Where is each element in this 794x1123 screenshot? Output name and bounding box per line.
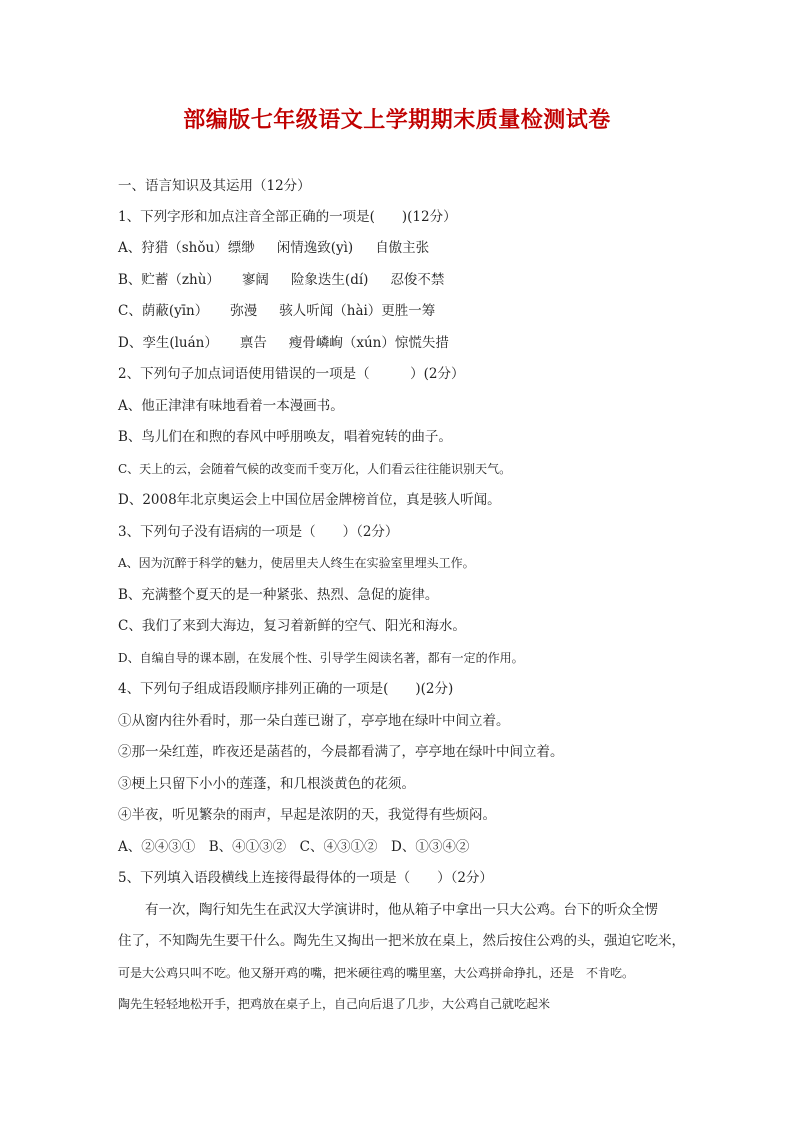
question-1-stem: 1、下列字形和加点注音全部正确的一项是( )(12分） xyxy=(118,209,457,225)
page-title: 部编版七年级语文上学期期末质量检测试卷 xyxy=(183,107,611,133)
question-4-sentence-2: ②那一朵红莲，昨夜还是菡萏的，今晨都看满了，亭亭地在绿叶中间立着。 xyxy=(118,744,564,760)
question-1-option-b: B、贮蓄（zhù） 寥阔 险象迭生(dí) 忍俊不禁 xyxy=(118,272,445,288)
question-3-option-b: B、充满整个夏天的是一种紧张、热烈、急促的旋律。 xyxy=(118,587,439,603)
question-4-sentence-3: ③梗上只留下小小的莲蓬，和几根淡黄色的花须。 xyxy=(118,776,415,792)
question-4-options: A、②④③① B、④①③② C、④③①② D、①③④② xyxy=(118,839,470,855)
section-heading: 一、语言知识及其运用（12分） xyxy=(118,178,311,194)
question-5-paragraph-line-2: 住了，不知陶先生要干什么。陶先生又掏出一把米放在桌上，然后按住公鸡的头，强迫它吃米， xyxy=(118,933,685,949)
question-3-option-a: A、因为沉醉于科学的魅力，使居里夫人终生在实验室里埋头工作。 xyxy=(118,556,475,570)
question-1-option-c: C、荫蔽(yīn） 弥漫 骇人听闻（hài）更胜一筹 xyxy=(118,303,436,319)
question-2-option-b: B、鸟儿们在和煦的春风中呼朋唤友，唱着宛转的曲子。 xyxy=(118,429,452,445)
question-1-option-d: D、孪生(luán） 禀告 瘦骨嶙峋（xún）惊慌失措 xyxy=(118,335,449,351)
question-5-paragraph-line-1: 有一次，陶行知先生在武汉大学演讲时，他从箱子中拿出一只大公鸡。台下的听众全愣 xyxy=(145,902,658,918)
question-1-option-a: A、狩猎（shǒu）缥缈 闲情逸致(yì) 自傲主张 xyxy=(118,240,430,256)
question-2-stem: 2、下列句子加点词语使用错误的一项是（ ）(2分） xyxy=(118,366,465,382)
question-5-stem: 5、下列填入语段横线上连接得最得体的一项是（ ）（2分） xyxy=(118,870,493,886)
question-5-paragraph-line-4: 陶先生轻轻地松开手，把鸡放在桌子上，自己向后退了几步，大公鸡自己就吃起米 xyxy=(118,997,551,1011)
question-2-option-d: D、2008年北京奥运会上中国位居金牌榜首位，真是骇人听闻。 xyxy=(118,492,501,508)
question-4-stem: 4、下列句子组成语段顺序排列正确的一项是( )(2分) xyxy=(118,681,454,697)
question-2-option-c: C、天上的云，会随着气候的改变而千变万化，人们看云往往能识别天气。 xyxy=(118,462,512,476)
question-4-sentence-4: ④半夜，听见繁杂的雨声，早起是浓阴的天，我觉得有些烦闷。 xyxy=(118,807,496,823)
question-3-option-d: D、自编自导的课本剧，在发展个性、引导学生阅读名著，都有一定的作用。 xyxy=(118,651,524,665)
question-2-option-a: A、他正津津有味地看着一本漫画书。 xyxy=(118,398,344,414)
question-5-paragraph-line-3: 可是大公鸡只叫不吃。他又掰开鸡的嘴，把米硬往鸡的嘴里塞，大公鸡拼命挣扎，还是 不肯吃。 xyxy=(118,966,635,980)
question-3-stem: 3、下列句子没有语病的一项是（ ）（2分） xyxy=(118,524,399,540)
question-4-sentence-1: ①从窗内往外看时，那一朵白莲已谢了，亭亭地在绿叶中间立着。 xyxy=(118,713,510,729)
question-3-option-c: C、我们了来到大海边，复习着新鲜的空气、阳光和海水。 xyxy=(118,618,466,634)
